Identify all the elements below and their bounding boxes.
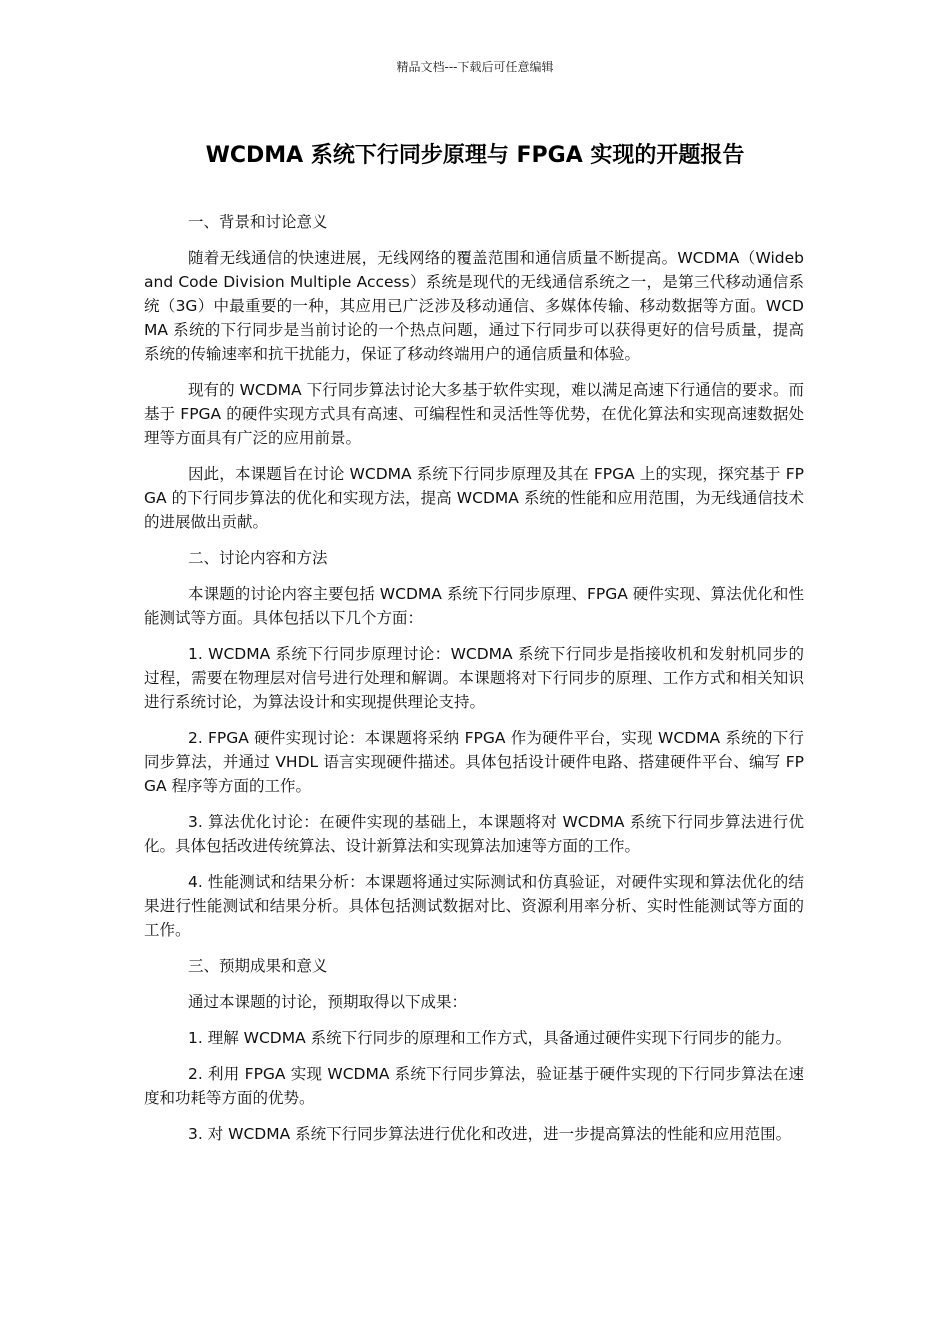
document-body (144, 210, 804, 1158)
paragraph: 通过本课题的讨论，预期取得以下成果： (188, 993, 468, 1011)
list-item: 3. 对 WCDMA 系统下行同步算法进行优化和改进，进一步提高算法的性能和应用范围。 (188, 1125, 792, 1143)
paragraph: 现有的 WCDMA 下行同步算法讨论大多基于软件实现，难以满足高速下行通信的要求。而基于 FPGA 的硬件实现方式具有高速、可编程性和灵活性等优势，在优化算法和实现高速数据处理等方面具有广泛的应用前景。 (144, 381, 804, 447)
list-item: 1. WCDMA 系统下行同步原理讨论：WCDMA 系统下行同步是指接收机和发射机同步的过程，需要在物理层对信号进行处理和解调。本课题将对下行同步的原理、工作方式和相关知识进行系统讨论，为算法设计和实现提供理论支持。 (144, 645, 804, 711)
paragraph: 随着无线通信的快速进展，无线网络的覆盖范围和通信质量不断提高。WCDMA（Wideband Code Division Multiple Access）系统是现代的无线通信系统之一，是第三代移动通信系统（3G）中最重要的一种，其应用已广泛涉及移动通信、多媒体传输、移动数据等方面。WCDMA 系统的下行同步是当前讨论的一个热点问题，通过下行同步可以获得更好的信号质量，提高系统的传输速率和抗干扰能力，保证了移动终端用户的通信质量和体验。 (144, 249, 804, 363)
list-item: 2. 利用 FPGA 实现 WCDMA 系统下行同步算法，验证基于硬件实现的下行同步算法在速度和功耗等方面的优势。 (144, 1065, 804, 1107)
header-note: 精品文档---下载后可任意编辑 (396, 60, 554, 74)
section-heading-expected-results: 三、预期成果和意义 (188, 957, 328, 975)
list-item: 3. 算法优化讨论：在硬件实现的基础上，本课题将对 WCDMA 系统下行同步算法进行优化。具体包括改进传统算法、设计新算法和实现算法加速等方面的工作。 (144, 813, 804, 855)
document-title: WCDMA 系统下行同步原理与 FPGA 实现的开题报告 (205, 143, 745, 168)
list-item: 4. 性能测试和结果分析：本课题将通过实际测试和仿真验证，对硬件实现和算法优化的结果进行性能测试和结果分析。具体包括测试数据对比、资源利用率分析、实时性能测试等方面的工作。 (144, 873, 804, 939)
list-item: 1. 理解 WCDMA 系统下行同步的原理和工作方式，具备通过硬件实现下行同步的能力。 (188, 1029, 792, 1047)
section-heading-background: 一、背景和讨论意义 (188, 213, 328, 231)
section-heading-content-methods: 二、讨论内容和方法 (188, 549, 328, 567)
paragraph: 因此，本课题旨在讨论 WCDMA 系统下行同步原理及其在 FPGA 上的实现，探究基于 FPGA 的下行同步算法的优化和实现方法，提高 WCDMA 系统的性能和应用范围，为无线通信技术的进展做出贡献。 (144, 465, 804, 531)
list-item: 2. FPGA 硬件实现讨论：本课题将采纳 FPGA 作为硬件平台，实现 WCDMA 系统的下行同步算法，并通过 VHDL 语言实现硬件描述。具体包括设计硬件电路、搭建硬件平台、编写 FPGA 程序等方面的工作。 (144, 729, 804, 795)
paragraph: 本课题的讨论内容主要包括 WCDMA 系统下行同步原理、FPGA 硬件实现、算法优化和性能测试等方面。具体包括以下几个方面： (144, 585, 804, 627)
